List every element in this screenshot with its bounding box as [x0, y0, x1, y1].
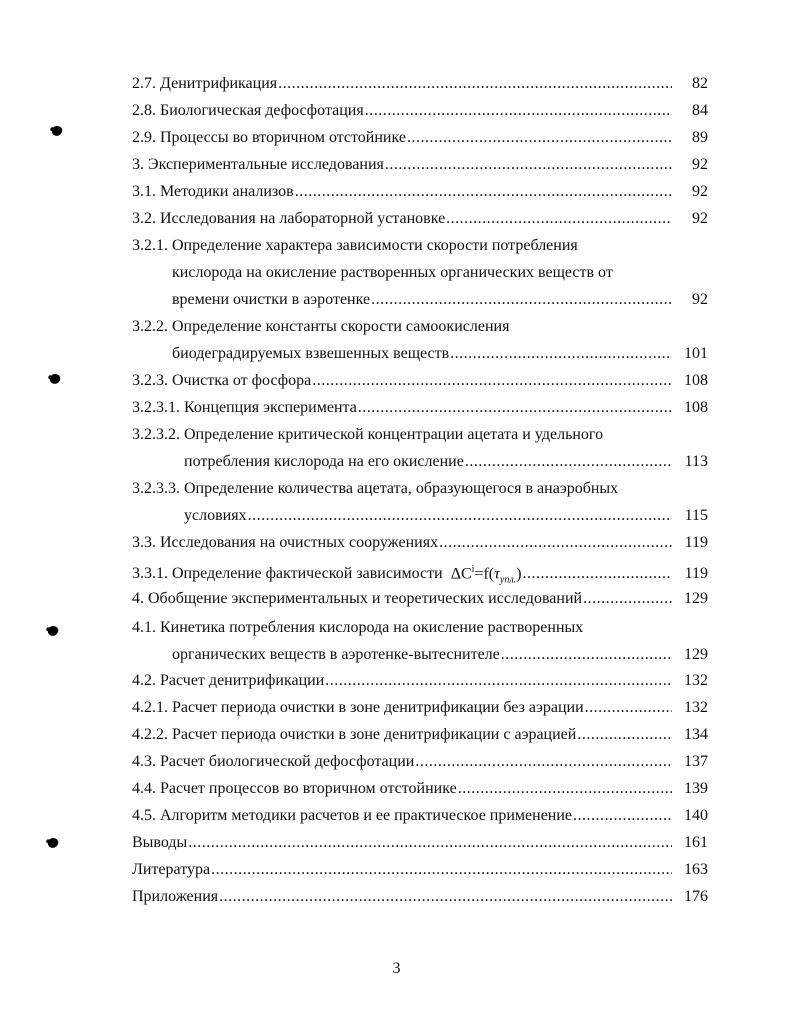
- toc-leader-dots: [365, 97, 672, 124]
- toc-leader-dots: [501, 641, 672, 668]
- toc-entry: [132, 124, 708, 151]
- toc-entry: [132, 475, 708, 529]
- toc-entry: [132, 556, 708, 586]
- toc-page-number: 137: [684, 753, 708, 770]
- toc-entry-title: условиях: [184, 507, 247, 524]
- toc-entry: [132, 313, 708, 367]
- toc-page-number: 89: [692, 129, 708, 146]
- toc-entry: [132, 421, 708, 475]
- toc-entry: [132, 585, 708, 612]
- toc-page-number: 92: [692, 183, 708, 200]
- toc-page-number: 101: [684, 345, 708, 362]
- toc-leader-dots: [248, 502, 672, 529]
- toc-entry: [132, 775, 708, 802]
- toc-leader-dots: [371, 286, 672, 313]
- toc-leader-dots: [358, 394, 672, 421]
- toc-entry-title: 3.2.3.1. Концепция эксперимента: [132, 399, 357, 416]
- toc-page-number: 163: [684, 861, 708, 878]
- toc-page-number: 161: [684, 834, 708, 851]
- toc-leader-dots: [407, 124, 672, 151]
- toc-entry-title: 4.5. Алгоритм методики расчетов и ее практическое применение: [132, 807, 573, 824]
- toc-leader-dots: [312, 367, 672, 394]
- toc-entry-title: 4.3. Расчет биологической дефосфотации: [132, 753, 415, 770]
- toc-entry: [132, 667, 708, 694]
- toc-entry-title: 3. Экспериментальные исследования: [132, 156, 384, 173]
- binding-hole-mark: [47, 837, 60, 850]
- toc-page-number: 119: [684, 534, 708, 551]
- toc-entry: [132, 856, 708, 883]
- toc-leader-dots: [188, 829, 672, 856]
- toc-leader-dots: [458, 775, 672, 802]
- toc-page-number: 140: [684, 807, 708, 824]
- toc-entry-formula: $\Delta C^i=f(\tau_{упл.})$: [450, 564, 522, 586]
- toc-page-number: 108: [684, 372, 708, 389]
- toc-entry-title: Выводы: [132, 834, 188, 851]
- toc-page-number: 132: [684, 699, 708, 716]
- toc-entry: [132, 614, 708, 668]
- toc-leader-dots: [583, 585, 672, 612]
- toc-leader-dots: [585, 694, 672, 721]
- toc-page-number: 108: [684, 399, 708, 416]
- toc-entry-title: биодеградируемых взвешенных веществ: [172, 345, 450, 362]
- binding-hole-mark: [49, 373, 62, 386]
- toc-leader-dots: [278, 70, 672, 97]
- toc-entry-title: 4.2.1. Расчет периода очистки в зоне денитрификации без аэрации: [132, 699, 584, 716]
- toc-entry-title: Приложения: [132, 888, 219, 905]
- toc-page-number: 176: [684, 888, 708, 905]
- toc-page-number: 84: [692, 102, 708, 119]
- toc-entry: [132, 232, 708, 313]
- toc-entry-title: 3.2.3.3. Определение количества ацетата, образующегося в анаэробных: [132, 480, 619, 497]
- toc-leader-dots: [439, 529, 672, 556]
- toc-leader-dots: [325, 667, 672, 694]
- toc-entry-title: 4. Обобщение экспериментальных и теоретических исследований: [132, 590, 583, 607]
- toc-entry-title: 2.8. Биологическая дефосфотация: [132, 102, 364, 119]
- toc-leader-dots: [450, 340, 672, 367]
- toc-leader-dots: [219, 883, 672, 910]
- toc-page-number: 119: [684, 565, 708, 583]
- toc-leader-dots: [577, 721, 672, 748]
- toc-entry-title: Литература: [132, 861, 211, 878]
- toc-page-number: 129: [684, 646, 708, 663]
- page-number: 3: [392, 960, 401, 977]
- toc-leader-dots: [415, 748, 672, 775]
- toc-entry: [132, 748, 708, 775]
- toc-entry: [132, 694, 708, 721]
- toc-leader-dots: [465, 448, 672, 475]
- toc-page-number: 113: [684, 453, 708, 470]
- toc-leader-dots: [211, 856, 672, 883]
- toc-page-number: 139: [684, 780, 708, 797]
- toc-entry-title: 2.7. Денитрификация: [132, 75, 278, 92]
- toc-entry-title: 3.3.1. Определение фактической зависимости: [132, 565, 443, 583]
- toc-entry-title: 3.3. Исследования на очистных сооружениях: [132, 534, 439, 551]
- toc-entry-title: потребления кислорода на его окисление: [184, 453, 464, 470]
- toc-entry: [132, 151, 708, 178]
- toc-entry: [132, 394, 708, 421]
- toc-page-number: 129: [684, 590, 708, 607]
- toc-entry: [132, 529, 708, 556]
- toc-leader-dots: [573, 802, 672, 829]
- toc-leader-dots: [385, 151, 672, 178]
- toc-page-number: 132: [684, 672, 708, 689]
- toc-page-number: 92: [692, 210, 708, 227]
- toc-entry-title: кислорода на окисление растворенных органических веществ от: [172, 264, 613, 281]
- toc-entry-title: органических веществ в аэротенке-вытеснителе: [172, 646, 500, 663]
- toc-entry: [132, 721, 708, 748]
- toc-page-number: 134: [684, 726, 708, 743]
- toc-entry: [132, 802, 708, 829]
- toc-entry: [132, 883, 708, 910]
- toc-page-number: 92: [692, 291, 708, 308]
- toc-entry-title: 2.9. Процессы во вторичном отстойнике: [132, 129, 406, 146]
- toc-leader-dots: [523, 560, 672, 587]
- toc-entry-title: 3.2.1. Определение характера зависимости скорости потребления: [132, 237, 578, 254]
- toc-entry: [132, 367, 708, 394]
- toc-entry-title: 3.2.2. Определение константы скорости самоокисления: [132, 318, 510, 335]
- toc-leader-dots: [295, 178, 672, 205]
- toc-entry-title: 4.2. Расчет денитрификации: [132, 672, 325, 689]
- toc-entry-title: 3.2.3. Очистка от фосфора: [132, 372, 312, 389]
- binding-hole-mark: [51, 125, 64, 138]
- toc-entry-title: 3.2.3.2. Определение критической концентрации ацетата и удельного: [132, 426, 604, 443]
- toc-page-number: 82: [692, 75, 708, 92]
- toc-entry-title: 4.2.2. Расчет периода очистки в зоне денитрификации с аэрацией: [132, 726, 577, 743]
- binding-hole-mark: [47, 625, 60, 638]
- toc-entry-title: 4.1. Кинетика потребления кислорода на окисление растворенных: [132, 619, 584, 636]
- toc-page-number: 115: [684, 507, 708, 524]
- toc-leader-dots: [446, 205, 672, 232]
- toc-entry-title: 3.1. Методики анализов: [132, 183, 294, 200]
- toc-entry-title: времени очистки в аэротенке: [172, 291, 371, 308]
- toc-entry: [132, 205, 708, 232]
- toc-entry-title: 4.4. Расчет процессов во вторичном отстойнике: [132, 780, 457, 797]
- toc-entry-title: 3.2. Исследования на лабораторной установке: [132, 210, 446, 227]
- toc-entry: [132, 829, 708, 856]
- toc-entry: [132, 178, 708, 205]
- toc-entry: [132, 97, 708, 124]
- toc-entry: [132, 70, 708, 97]
- toc-page-number: 92: [692, 156, 708, 173]
